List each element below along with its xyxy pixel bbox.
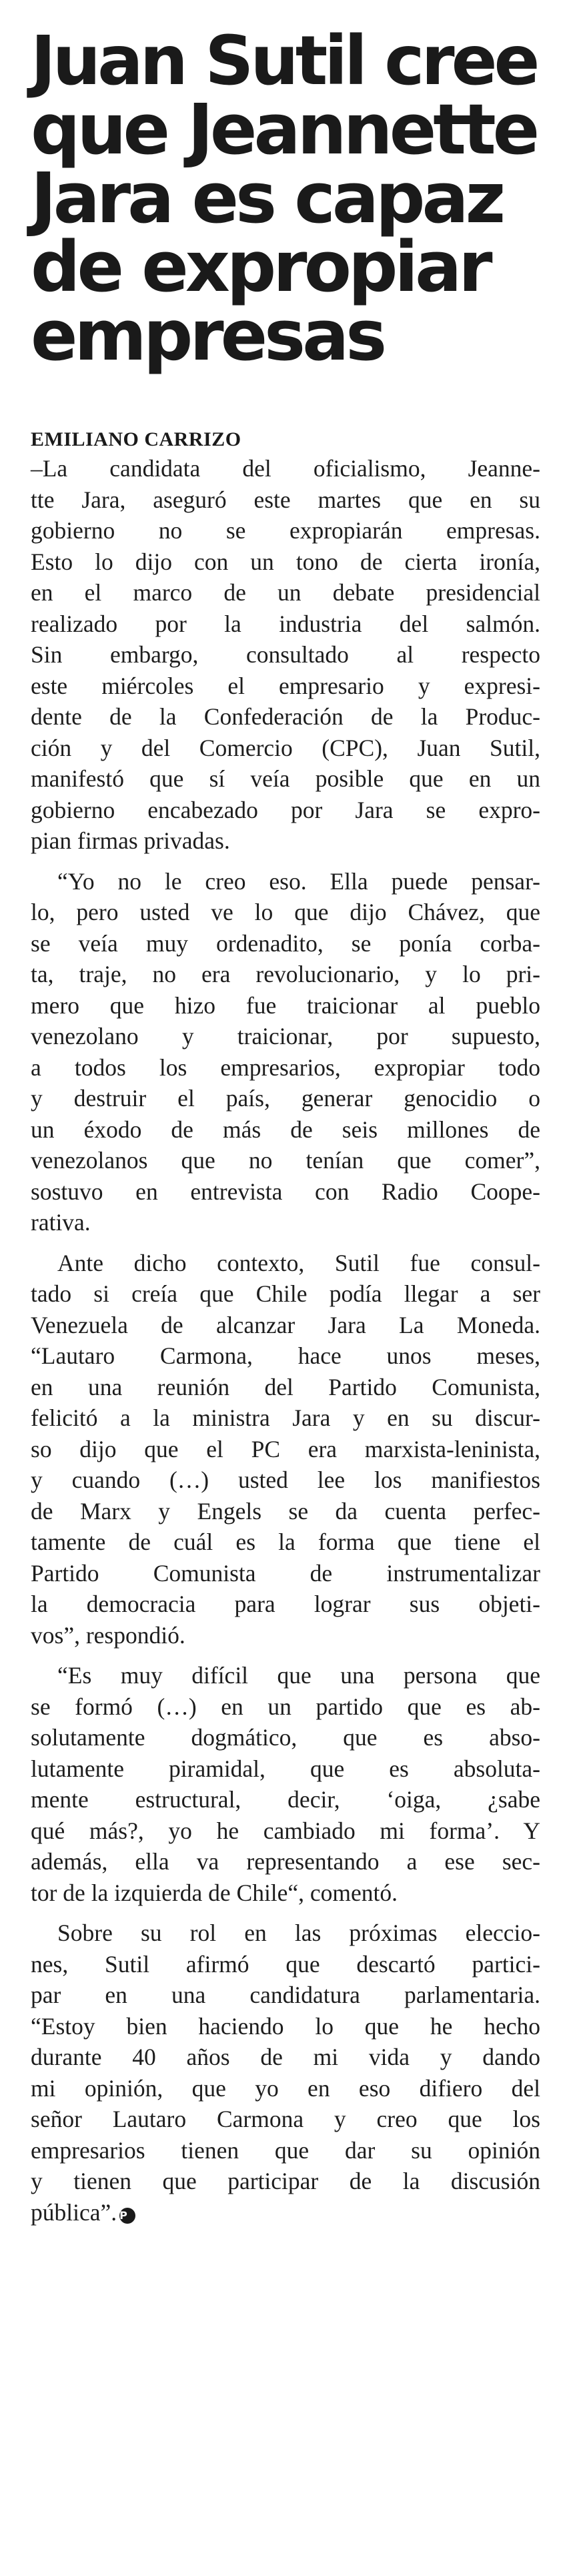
paragraph-line: Sobre su rol en las próximas eleccio-: [57, 1919, 540, 1946]
paragraph: [31, 866, 540, 1238]
headline-line: Juan Sutil cree: [31, 21, 537, 100]
headline-line: empresas: [31, 295, 384, 376]
headline-line: que Jeannette: [31, 89, 537, 170]
paragraph-line: sostuvo en entrevista con Radio Coope-: [31, 1178, 540, 1205]
paragraph-line: “Es muy difícil que una persona que: [57, 1662, 540, 1689]
paragraph-line: “Estoy bien haciendo lo que he hecho: [31, 2012, 540, 2040]
paragraph-line: solutamente dogmático, que es abso-: [31, 1724, 540, 1751]
paragraph: [31, 1248, 540, 1651]
paragraph-line: tado si creía que Chile podía llegar a ser: [31, 1280, 540, 1307]
paragraph-line: tor de la izquierda de Chile“, comentó.: [31, 1879, 398, 1906]
paragraph-line: en el marco de un debate presidencial: [31, 579, 540, 606]
paragraph-line: Venezuela de alcanzar Jara La Moneda.: [31, 1311, 540, 1338]
paragraph-line: y tienen que participar de la discusión: [31, 2168, 540, 2194]
paragraph: [31, 1660, 540, 1908]
paragraph-line: a todos los empresarios, expropiar todo: [31, 1053, 540, 1081]
paragraph-line: par en una candidatura parlamentaria.: [31, 1982, 540, 2008]
paragraph-line: [31, 2197, 540, 2228]
paragraph-line: mero que hizo fue traicionar al pueblo: [31, 991, 540, 1019]
paragraph-line: gobierno no se expropiarán empresas.: [31, 517, 540, 544]
paragraph-line: realizado por la industria del salmón.: [31, 610, 540, 637]
paragraph-line: manifestó que sí veía posible que en un: [31, 765, 540, 792]
headline-line: Jara es capaz: [31, 157, 503, 239]
paragraph-line: este miércoles el empresario y expresi-: [31, 672, 540, 699]
paragraph-line: se formó (…) en un partido que es ab-: [31, 1693, 540, 1720]
paragraph-line: mi opinión, que yo en eso difiero del: [31, 2074, 540, 2102]
paragraph-line: Ante dicho contexto, Sutil fue consul-: [57, 1249, 540, 1276]
paragraph-line: de Marx y Engels se da cuenta perfec-: [31, 1497, 540, 1525]
paragraph-line: nes, Sutil afirmó que descartó partici-: [31, 1950, 540, 1978]
paragraph-line: además, ella va representando a ese sec-: [31, 1848, 540, 1875]
last-line-text: pública”.: [31, 2198, 117, 2226]
paragraph-line: venezolanos que no tenían que comer”,: [31, 1147, 540, 1174]
paragraph-line: qué más?, yo he cambiado mi forma’. Y: [31, 1817, 540, 1844]
paragraph-line: “Lautaro Carmona, hace unos meses,: [31, 1342, 540, 1369]
paragraph-line: y destruir el país, generar genocidio o: [31, 1085, 540, 1112]
paragraph-line: rativa.: [31, 1209, 91, 1236]
paragraph-line: pian firmas privadas.: [31, 827, 230, 854]
byline: EMILIANO CARRIZO: [31, 428, 241, 450]
paragraph-line: señor Lautaro Carmona y creo que los: [31, 2106, 540, 2132]
paragraph-line: ta, traje, no era revolucionario, y lo pri-: [31, 961, 540, 987]
paragraph-line: se veía muy ordenadito, se ponía corba-: [31, 929, 540, 957]
paragraph-line: felicitó a la ministra Jara y en su discur-: [31, 1404, 540, 1431]
paragraph-line: mente estructural, decir, ‘oiga, ¿sabe: [31, 1786, 540, 1813]
paragraph-line: en una reunión del Partido Comunista,: [31, 1373, 540, 1400]
paragraph-line: tte Jara, aseguró este martes que en su: [31, 486, 540, 513]
paragraph-line: Sin embargo, consultado al respecto: [31, 641, 540, 668]
article-body: [31, 453, 540, 2228]
paragraph-line: vos”, respondió.: [31, 1621, 185, 1649]
paragraph-line: –La candidata del oficialismo, Jeanne-: [31, 455, 540, 482]
paragraph-line: venezolano y traicionar, por supuesto,: [31, 1023, 540, 1049]
paragraph-line: lo, pero usted ve lo que dijo Chávez, que: [31, 899, 540, 925]
paragraph-line: Partido Comunista de instrumentalizar: [31, 1559, 540, 1587]
paragraph-line: so dijo que el PC era marxista-leninista,: [31, 1435, 540, 1462]
paragraph-line: y cuando (…) usted lee los manifiestos: [31, 1466, 540, 1493]
paragraph-line: lutamente piramidal, que es absoluta-: [31, 1755, 540, 1782]
paragraph: [31, 453, 540, 857]
paragraph-line: durante 40 años de mi vida y dando: [31, 2044, 540, 2070]
paragraph-line: la democracia para lograr sus objeti-: [31, 1591, 540, 1617]
paragraph-line: “Yo no le creo eso. Ella puede pensar-: [57, 867, 540, 895]
paragraph-line: empresarios tienen que dar su opinión: [31, 2136, 540, 2164]
headline: [31, 21, 540, 376]
headline-line: de expropiar: [31, 226, 490, 308]
end-mark-icon: P: [119, 2208, 135, 2224]
paragraph-line: gobierno encabezado por Jara se expro-: [31, 796, 540, 823]
paragraph-line: ción y del Comercio (CPC), Juan Sutil,: [31, 734, 540, 761]
paragraph: [31, 1917, 540, 2228]
paragraph-line: dente de la Confederación de la Produc-: [31, 703, 540, 730]
paragraph-line: un éxodo de más de seis millones de: [31, 1116, 540, 1143]
paragraph-line: tamente de cuál es la forma que tiene el: [31, 1529, 540, 1555]
paragraph-line: Esto lo dijo con un tono de cierta ironía,: [31, 548, 540, 575]
